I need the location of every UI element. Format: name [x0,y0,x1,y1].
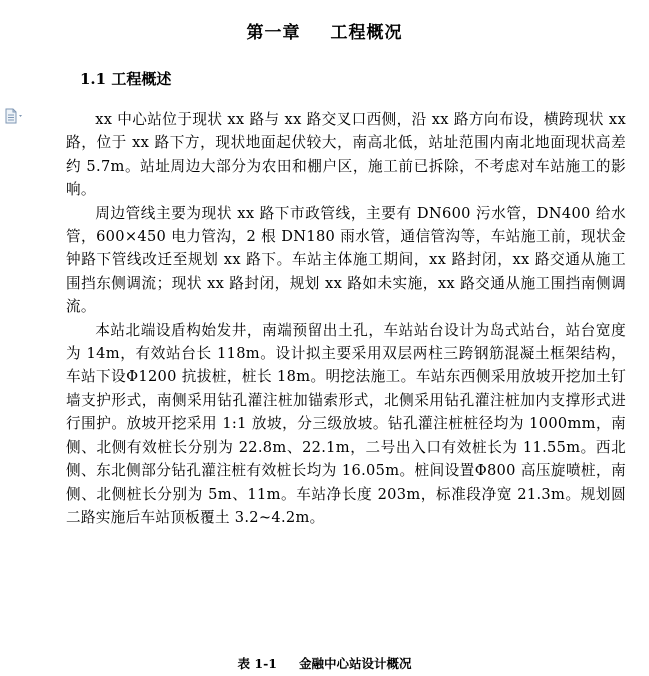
document-icon[interactable] [4,108,26,124]
chapter-number: 第一章 [246,23,301,43]
paragraph-3: 本站北端设盾构始发井，南端预留出土孔，车站站台设计为岛式站台，站台宽度为 14m，有效站台长 118m。设计拟主要采用双层两柱三跨钢筋混凝土框架结构，车站下设Φ1200 抗拔桩，桩长 18m。明挖法施工。车站东西侧采用放坡开挖加土钉墙支护形式，南侧采用钻孔灌注桩加锚索形式，北侧采用钻孔灌注桩加内支撑形式进行围护。放坡开挖采用 1:1 放坡，分三级放坡。钻孔灌注桩桩径均为 1000mm，南侧、北侧有效桩长分别为 22.8m、22.1m，二号出入口有效桩长为 11.55m。西北侧、东北侧部分钻孔灌注桩有效桩长均为 16.05m。桩间设置Φ800 高压旋喷桩，南侧、北侧桩长分别为 5m、11m。车站净长度 203m，标准段净宽 21.3m。规划圆二路实施后车站顶板覆土 3.2~4.2m。 [66,321,626,526]
chapter-name: 工程概况 [330,23,403,43]
paragraph-2: 周边管线主要为现状 xx 路下市政管线，主要有 DN600 污水管，DN400 给水管，600×450 电力管沟，2 根 DN180 雨水管，通信管沟等，车站施工前，现状金钟路下管线改迁至规划 xx 路下。车站主体施工期间，xx 路封闭，xx 路交通从施工围挡东侧调流；现状 xx 路封闭，规划 xx 路如未实施，xx 路交通从施工围挡南侧调流。 [66,204,626,316]
table-title: 金融中心站设计概况 [298,656,412,671]
paragraph-1: xx 中心站位于现状 xx 路与 xx 路交叉口西侧，沿 xx 路方向布设，横跨现状 xx 路，位于 xx 路下方，现状地面起伏较大，南高北低，站址范围内南北地面现状高差约 5.7m。站址周边大部分为农田和棚户区，施工前已拆除，不考虑对车站施工的影响。 [66,111,626,199]
table-number: 表 1-1 [237,656,277,671]
chapter-title [0,18,649,43]
section-heading: 1.1 工程概述 [80,70,172,88]
table-caption [0,654,649,672]
body-text [66,108,626,529]
